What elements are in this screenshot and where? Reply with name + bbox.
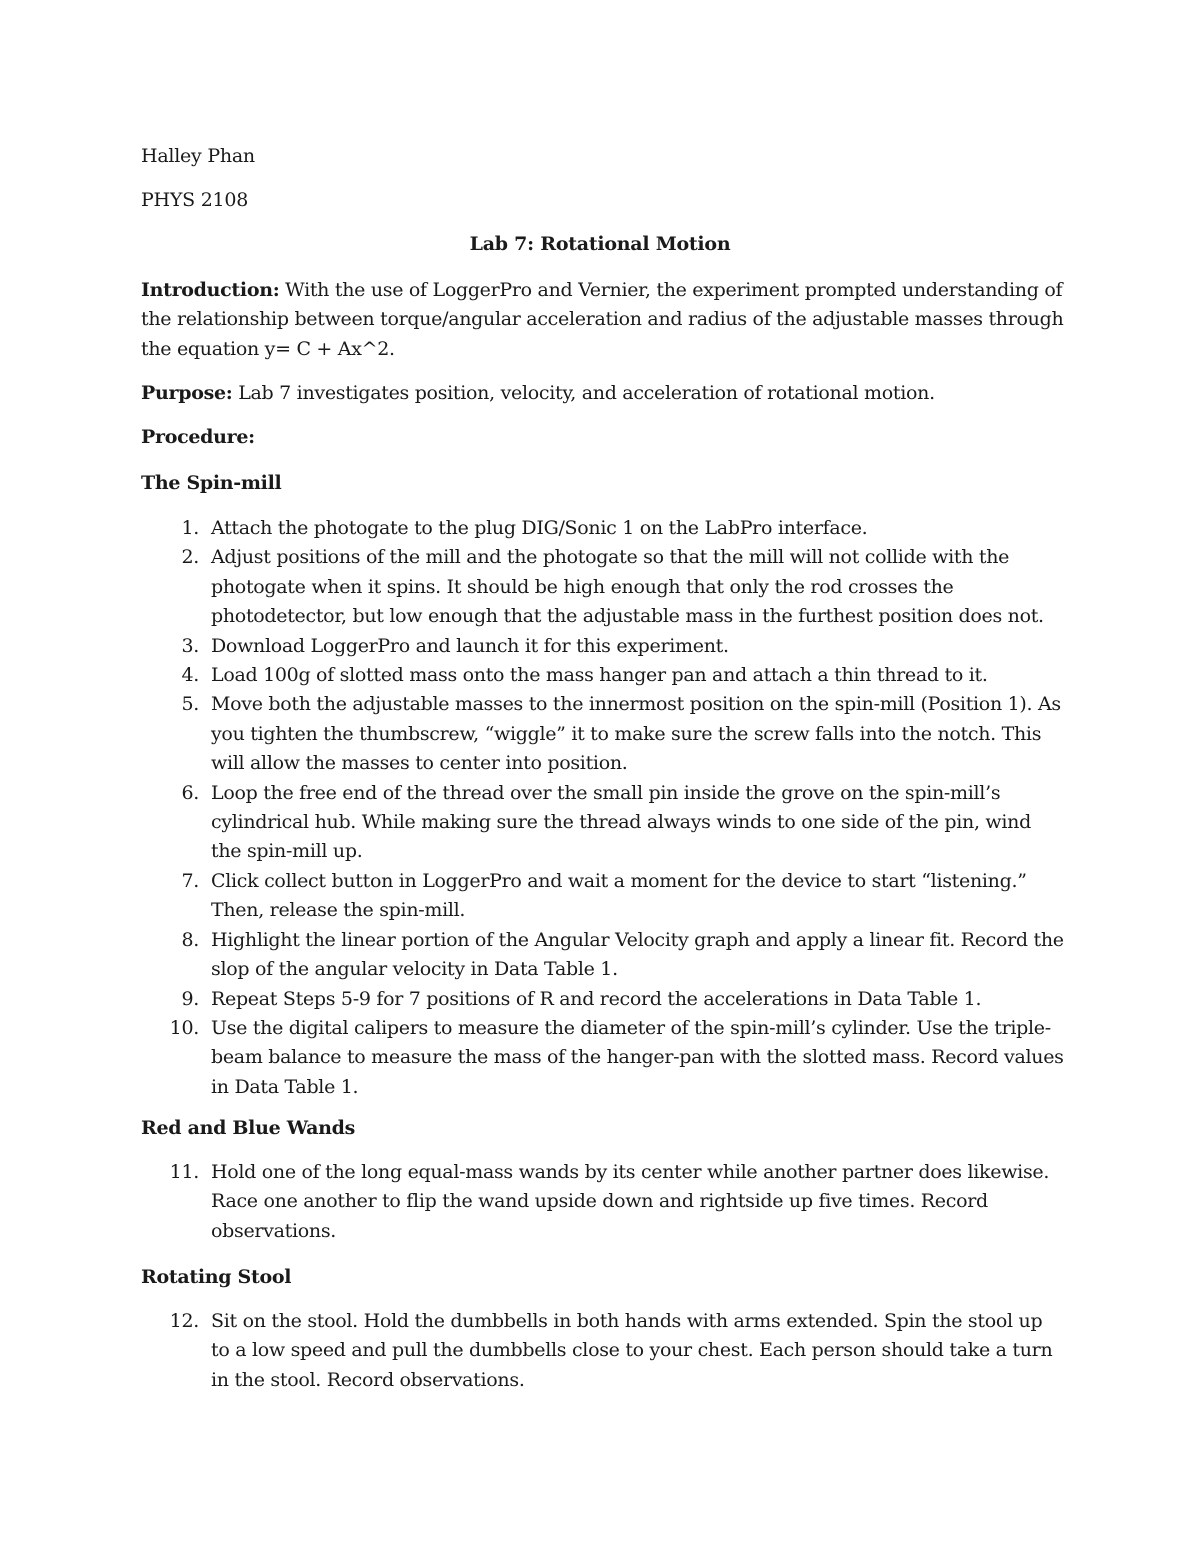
step-number: 1.	[181, 517, 199, 539]
list-item	[141, 1158, 1066, 1246]
step-number: 10.	[169, 1016, 199, 1039]
list-item	[141, 985, 1066, 1014]
step-number: 12.	[169, 1310, 199, 1332]
list-item	[141, 1307, 1066, 1395]
section-heading-spin-mill: The Spin-mill	[141, 472, 282, 494]
purpose-paragraph	[141, 379, 1071, 408]
section-heading-rotating-stool: Rotating Stool	[141, 1266, 292, 1288]
course-code: PHYS 2108	[141, 189, 249, 211]
introduction-paragraph	[141, 276, 1071, 364]
step-number: 6.	[181, 781, 199, 804]
rotating-stool-steps	[141, 1307, 1066, 1395]
author-name: Halley Phan	[141, 145, 255, 167]
step-text: Download LoggerPro and launch it for this experiment.	[211, 634, 729, 657]
step-text: Load 100g of slotted mass onto the mass hanger pan and attach a thin thread to it.	[211, 664, 988, 687]
step-number: 3.	[181, 634, 199, 657]
list-item	[141, 1014, 1066, 1102]
step-text: Loop the free end of the thread over the small pin inside the grove on the spin-mill’s cylindrical hub. While making sure the thread always winds to one side of the pin, wind the spin-mill up.	[211, 781, 1031, 863]
list-item	[141, 661, 1066, 690]
step-text: Attach the photogate to the plug DIG/Sonic 1 on the LabPro interface.	[211, 517, 868, 539]
step-number: 11.	[169, 1161, 199, 1183]
list-item	[141, 632, 1066, 661]
wands-steps	[141, 1158, 1066, 1246]
spin-mill-steps	[141, 514, 1066, 1102]
list-item	[141, 779, 1066, 867]
introduction-text: With the use of LoggerPro and Vernier, the experiment prompted understanding of the relationship between torque/angular acceleration and radius of the adjustable masses through the equation y= C + Ax^2.	[141, 279, 1064, 360]
step-text: Click collect button in LoggerPro and wait a moment for the device to start “listening.” Then, release the spin-mill.	[211, 869, 1027, 922]
step-text: Sit on the stool. Hold the dumbbells in both hands with arms extended. Spin the stool up to a low speed and pull the dumbbells close to your chest. Each person should take a turn in the stool. Record observations.	[211, 1310, 1053, 1391]
step-text: Use the digital calipers to measure the diameter of the spin-mill’s cylinder. Use the triple-beam balance to measure the mass of the hanger-pan with the slotted mass. Record values in Data Table 1.	[211, 1016, 1064, 1098]
step-text: Hold one of the long equal-mass wands by its center while another partner does likewise. Race one another to flip the wand upside down and rightside up five times. Record observations.	[211, 1161, 1050, 1242]
list-item	[141, 690, 1066, 778]
document-title: Lab 7: Rotational Motion	[469, 233, 731, 255]
step-number: 8.	[181, 928, 199, 951]
introduction-label: Introduction:	[141, 279, 280, 301]
procedure-heading: Procedure:	[141, 426, 255, 448]
step-text: Highlight the linear portion of the Angular Velocity graph and apply a linear fit. Record the slop of the angular velocity in Data Table 1.	[211, 928, 1064, 981]
step-number: 2.	[181, 546, 199, 569]
step-number: 4.	[181, 664, 199, 687]
purpose-text: Lab 7 investigates position, velocity, and acceleration of rotational motion.	[232, 382, 935, 404]
list-item	[141, 514, 1066, 543]
step-number: 5.	[181, 693, 199, 716]
section-heading-wands: Red and Blue Wands	[141, 1117, 355, 1139]
step-text: Adjust positions of the mill and the photogate so that the mill will not collide with the photogate when it spins. It should be high enough that only the rod crosses the photodetector, but low enough that the adjustable mass in the furthest position does not.	[211, 546, 1044, 628]
list-item	[141, 867, 1066, 926]
step-text: Repeat Steps 5-9 for 7 positions of R and record the accelerations in Data Table 1.	[211, 987, 982, 1010]
step-number: 9.	[181, 987, 199, 1010]
step-number: 7.	[181, 869, 199, 892]
list-item	[141, 543, 1066, 631]
list-item	[141, 926, 1066, 985]
step-text: Move both the adjustable masses to the innermost position on the spin-mill (Position 1). As you tighten the thumbscrew, “wiggle” it to make sure the screw falls into the notch. This will allow the masses to center into position.	[211, 693, 1061, 775]
purpose-label: Purpose:	[141, 382, 233, 404]
